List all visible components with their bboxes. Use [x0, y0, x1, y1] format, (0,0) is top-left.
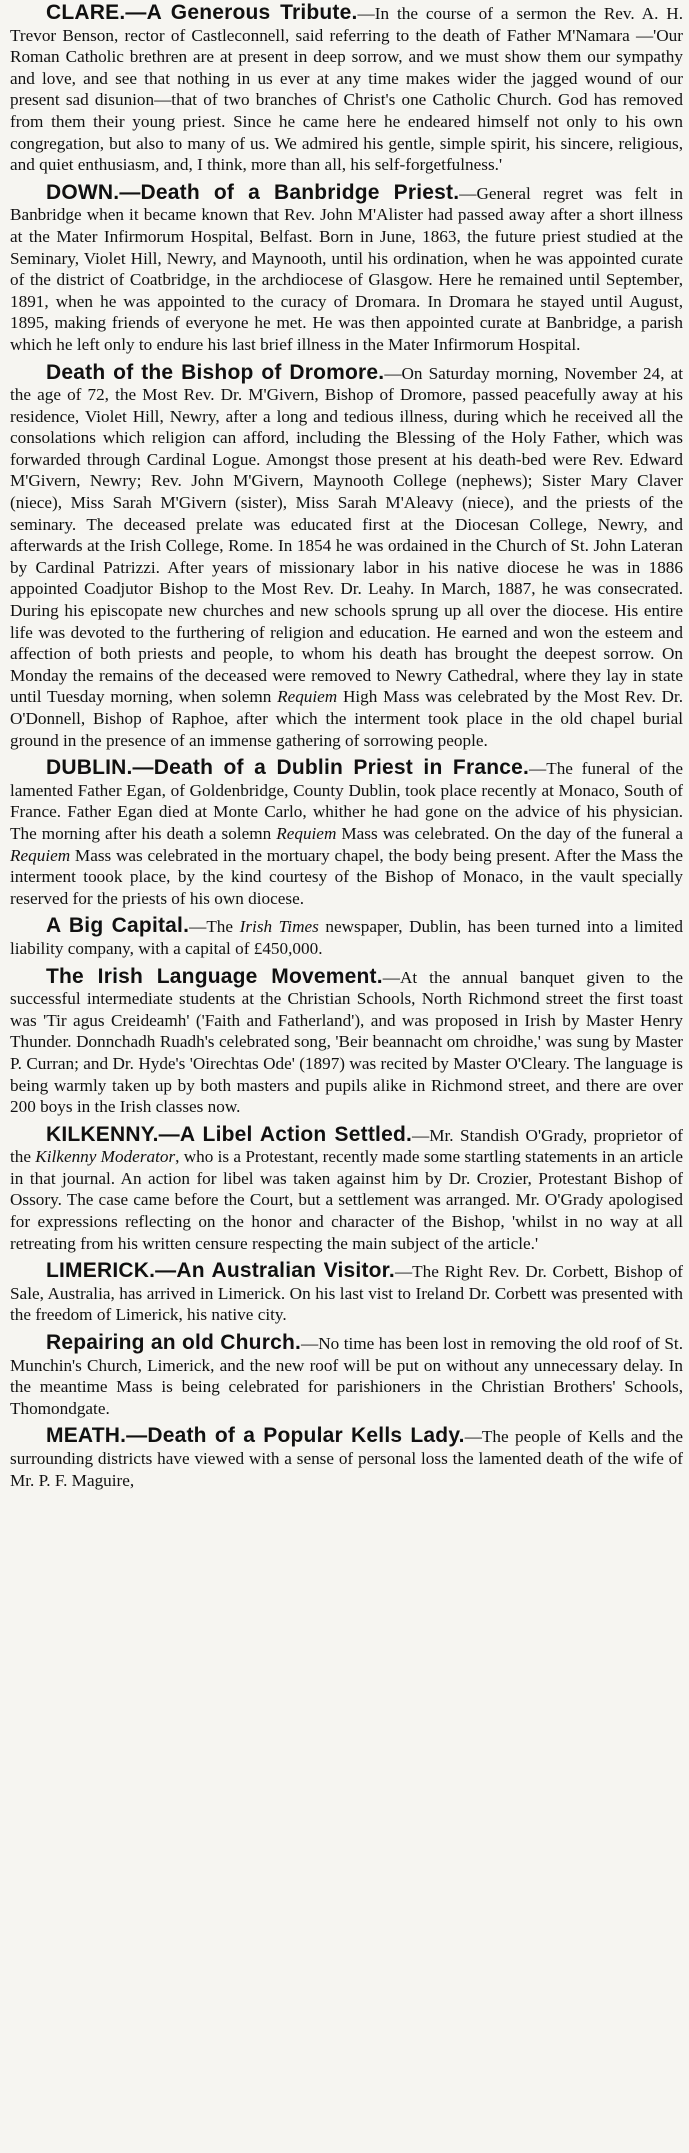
article-text: —Mr. Standish O'Grady, proprietor of the — [10, 1125, 684, 1167]
article — [10, 2, 683, 176]
article-text: —The funeral of the lamented Father Egan, of Goldenbridge, County Dublin, took place recently at Monaco, South of France. Father Egan died at Monte Carlo, whither he had gone on the advice of his physician. The morning after his death a solemn — [10, 759, 683, 843]
article — [10, 757, 683, 909]
italic-title: Irish Times — [239, 917, 319, 937]
article-text: —On Saturday morning, November 24, at the age of 72, the Most Rev. Dr. M'Givern, Bishop of Dromore, passed peacefully away at his residence, Violet Hill, Newry, after a long and tedious illness, during which he received all the consolations which religion can afford, including the Blessing of the Holy Father, which was forwarded through Cardinal Logue. Amongst those present at his death-bed were Rev. Edward M'Givern, Newry; Rev. John M'Givern, Maynooth College (nephews); Sister Mary Claver (niece), Miss Sarah M'Givern (sister), Miss Sarah M'Aleavy (niece), and the priests of the seminary. The deceased prelate was educated first at the Diocesan College, Newry, and afterwards at the Irish College, Rome. In 1854 he was ordained in the Church of St. John Lateran by Cardinal Patrizzi. After years of missionary labor in his native diocese he was in 1886 appointed Coadjutor Bishop to the Most Rev. Dr. Leahy. In March, 1887, he was consecrated. During his episcopate new churches and new schools sprung up all over the diocese. His entire life was devoted to the furthering of religion and education. He earned and won the esteem and affection of both priests and people, to whom his death has brought the deepest sorrow. On Monday the remains of the deceased were removed to Newry Cathedral, where they lay in state until Tuesday morning, when solemn — [10, 363, 683, 707]
article-text: —General regret was felt in Banbridge when it became known that Rev. John M'Alister had passed away after a short illness at the Mater Infirmorum Hospital, Belfast. Born in June, 1863, the future priest studied at the Seminary, Violet Hill, Newry, and Maynooth, until his ordination, when he was appointed curate of the district of Coatbridge, in the archdiocese of Glasgow. Here he remained until September, 1891, when he was appointed to the curacy of Dromara. In Dromara he stayed until August, 1895, making friends of everyone he met. He was then appointed curate at Banbridge, a parish which he left only to endure his last brief illness in the Mater Infirmorum Hospital. — [10, 183, 683, 354]
article-text: newspaper, Dublin, has been turned into a limited liability company, with a capital of £450,000. — [10, 917, 683, 958]
article-text: —At the annual banquet given to the successful intermediate students at the Christian Schools, North Richmond street the first toast was 'Tir agus Creideamh' ('Faith and Fatherland'), and was proposed in Irish by Master Henry Thunder. Donnchadh Ruadh's celebrated song, 'Beir beannacht om chroidhe,' was sung by Master P. Curran; and Dr. Hyde's 'Oirechtas Ode' (1897) was recited by Master O'Cleary. The language is being warmly taken up by both masters and pupils alike in Richmond street, and there are over 200 boys in the Irish classes now. — [10, 967, 683, 1117]
article-text: Mass was celebrated in the mortuary chapel, the body being present. After the Mass the interment toook place, by the kind courtesy of the Bishop of Monaco, in the vault specially reserved for the priests of his own diocese. — [10, 845, 683, 908]
article-heading: The Irish Language Movement. — [46, 964, 383, 988]
article — [10, 182, 683, 356]
article-text: Mass was celebrated. On the day of the funeral a — [336, 823, 684, 843]
italic-title: Requiem — [10, 845, 71, 865]
italic-title: Kilkenny Moderator — [35, 1147, 176, 1167]
article-heading: KILKENNY.—A Libel Action Settled. — [46, 1122, 413, 1146]
article — [10, 1260, 683, 1326]
article-heading: MEATH.—Death of a Popular Kells Lady. — [46, 1424, 465, 1448]
article-text: —The Right Rev. Dr. Corbett, Bishop of Sale, Australia, has arrived in Limerick. On his last vist to Ireland Dr. Corbett was presented with the freedom of Limerick, his native city. — [10, 1262, 683, 1325]
article — [10, 915, 683, 959]
article-text: —No time has been lost in removing the old roof of St. Munchin's Church, Limerick, and the new roof will be put on without any unnecessary delay. In the meantime Mass is being celebrated for parishioners in the Christian Brothers' Schools, Thomondgate. — [10, 1334, 683, 1418]
articles-list — [10, 2, 683, 1491]
article-heading: CLARE.—A Generous Tribute. — [46, 1, 358, 24]
article-text: , who is a Protestant, recently made some startling statements in an article in that journal. An action for libel was taken against him by Dr. Crozier, Protestant Bishop of Ossory. The case came before the Court, but a settlement was arranged. Mr. O'Grady apologised for expressions reflecting on the honor and character of the Bishop, 'whilst in no way at all retreating from his written censure respecting the main subject of the article.' — [10, 1147, 684, 1253]
article-heading: Death of the Bishop of Dromore. — [46, 360, 385, 384]
article — [10, 1425, 683, 1491]
article — [10, 1124, 683, 1255]
article-heading: A Big Capital. — [46, 914, 190, 938]
article — [10, 966, 683, 1118]
article — [10, 362, 683, 752]
article-text: —The people of Kells and the surrounding districts have viewed with a sense of personal loss the lamented death of the wife of Mr. P. F. Maguire, — [10, 1427, 684, 1490]
italic-title: Requiem — [276, 823, 337, 843]
italic-title: Requiem — [277, 687, 338, 707]
article-heading: DOWN.—Death of a Banbridge Priest. — [46, 180, 460, 204]
article-text: —In the course of a sermon the Rev. A. H. Trevor Benson, rector of Castleconnell, said referring to the death of Father M'Namara —'Our Roman Catholic brethren are at present in deep sorrow, and we must show them our sympathy and love, and see that nothing in us ever at any time makes wider the jagged wound of our present sad disunion—that of two branches of Christ's one Catholic Church. God has removed from them their young priest. Since he came here he endeared himself not only to his own congregation, but also to many of us. We admired his gentle, simple spirit, his sincere, religious, and quiet enthusiasm, and, I think, more than all, his self-forgetfulness.' — [10, 4, 683, 175]
article-heading: Repairing an old Church. — [46, 1331, 302, 1355]
article-text: High Mass was celebrated by the Most Rev. Dr. O'Donnell, Bishop of Raphoe, after which the interment took place in the old chapel burial ground in the presence of an immense gathering of sorrowing people. — [10, 687, 683, 750]
article-heading: DUBLIN.—Death of a Dublin Priest in France. — [46, 756, 530, 780]
article — [10, 1332, 683, 1419]
article-text: —The — [189, 917, 240, 937]
article-heading: LIMERICK.—An Australian Visitor. — [46, 1259, 395, 1283]
